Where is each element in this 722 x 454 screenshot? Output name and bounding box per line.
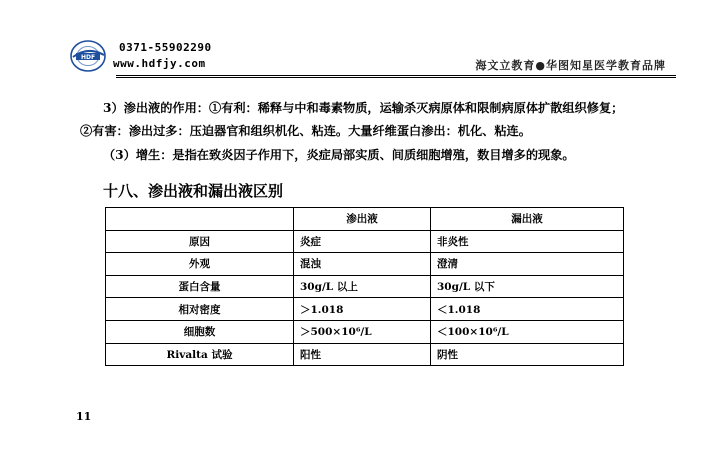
section-title: 十八、渗出液和漏出液区别 [103, 182, 284, 200]
table-header-row [106, 208, 624, 231]
row-label: 外观 [106, 253, 294, 276]
transudate-cell: 30g/L 以下 [431, 275, 624, 298]
header-rule [116, 75, 676, 76]
comparison-table [105, 207, 624, 366]
exudate-cell: 30g/L 以上 [294, 275, 431, 298]
paragraph-exudate-effect-line2: ②有害：渗出过多：压迫器官和组织机化、粘连。大量纤维蛋白渗出：机化、粘连。 [80, 124, 531, 138]
exudate-cell: 混浊 [294, 253, 431, 276]
row-label: 相对密度 [106, 298, 294, 321]
row-label: 蛋白含量 [106, 275, 294, 298]
exudate-cell: ＞500×10⁶/L [294, 320, 431, 343]
brand-logo [68, 38, 108, 74]
exudate-cell: 阳性 [294, 343, 431, 366]
row-label: Rivalta 试验 [106, 343, 294, 366]
table-row [106, 298, 624, 321]
header-slogan: 海文立教育●华图知星医学教育品牌 [475, 59, 666, 72]
table-header-cell: 渗出液 [294, 208, 431, 231]
transudate-cell: 澄清 [431, 253, 624, 276]
exudate-cell: 炎症 [294, 230, 431, 253]
website-url: www.hdfjy.com [113, 57, 206, 70]
row-label: 原因 [106, 230, 294, 253]
transudate-cell: ＜100×10⁶/L [431, 320, 624, 343]
page-header [68, 36, 670, 78]
paragraph-proliferation: （3）增生：是指在致炎因子作用下，炎症局部实质、间质细胞增殖，数目增多的现象。 [103, 148, 575, 162]
table-row [106, 320, 624, 343]
exudate-cell: ＞1.018 [294, 298, 431, 321]
svg-text:HDF: HDF [80, 54, 96, 61]
table-row [106, 230, 624, 253]
table-header-cell: 漏出液 [431, 208, 624, 231]
row-label: 细胞数 [106, 320, 294, 343]
phone-number: 0371-55902290 [119, 41, 212, 54]
header-rule-secondary [116, 77, 676, 78]
table-row [106, 253, 624, 276]
table-row [106, 343, 624, 366]
page-number: 11 [76, 410, 92, 423]
table-row [106, 275, 624, 298]
transudate-cell: 非炎性 [431, 230, 624, 253]
table-header-cell [106, 208, 294, 231]
transudate-cell: ＜1.018 [431, 298, 624, 321]
transudate-cell: 阴性 [431, 343, 624, 366]
paragraph-exudate-effect-line1: 3）渗出液的作用：①有利：稀释与中和毒素物质，运输杀灭病原体和限制病原体扩散组织修复； [103, 101, 624, 115]
